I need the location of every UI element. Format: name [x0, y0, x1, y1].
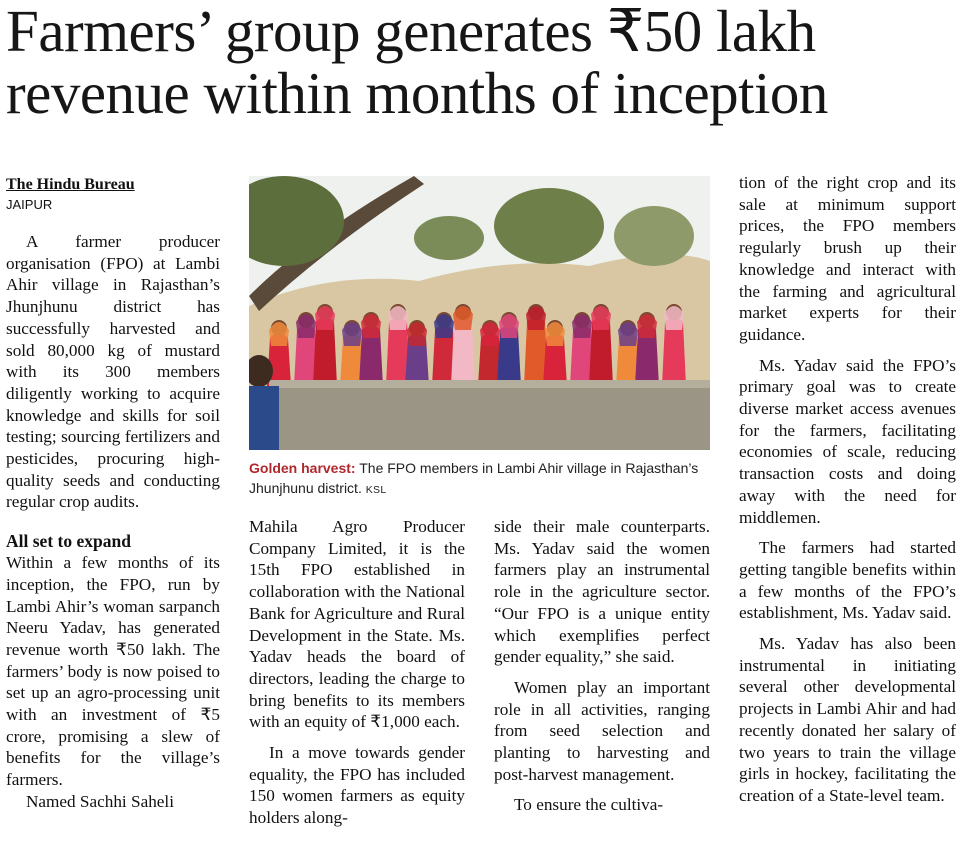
paragraph: Within a few months of its inception, the FPO, run by Lambi Ahir’s woman sarpanch Neeru Yadav, has generated revenue worth ₹50 lakh. The farmers’ body is now poised to set up an agro-processing unit with an investment of ₹5 crore, promising a slew of benefits for the village’s farmers.	[6, 553, 220, 790]
photo-credit: KSL	[365, 484, 387, 496]
dateline: JAIPUR	[6, 197, 53, 212]
news-photo	[249, 176, 710, 450]
photo-illustration	[249, 176, 710, 450]
headline: Farmers’ group generates ₹50 lakh revenue within months of inception	[6, 0, 828, 126]
paragraph: Ms. Yadav said the FPO’s primary goal was to create diverse market access avenues for the farmers, facilitating economies of scale, reducing transaction costs and doing away with the need for middlemen.	[739, 355, 956, 527]
paragraph: Women play an important role in all activities, ranging from seed selection and planting to harvesting and post-harvest management.	[494, 677, 710, 784]
subheading: All set to expand	[6, 531, 131, 552]
paragraph: In a move towards gender equality, the FPO has included 150 women farmers as equity holders along-	[249, 743, 465, 828]
byline[interactable]: The Hindu Bureau	[6, 176, 135, 193]
paragraph: To ensure the cultiva-	[514, 795, 664, 815]
article-column-1	[6, 172, 220, 813]
article-column-2	[249, 516, 465, 829]
photo-caption	[249, 458, 710, 500]
paragraph: tion of the right crop and its sale at minimum support prices, the FPO members regularly brush up their knowledge and interact with the farming and agricultural market experts for their guidance.	[739, 173, 956, 344]
paragraph: Mahila Agro Producer Company Limited, it is the 15th FPO established in collaboration with the National Bank for Agriculture and Rural Development in the State. Ms. Yadav heads the board of directors, leading the charge to bring benefits to its members with an equity of ₹1,000 each.	[249, 517, 465, 732]
paragraph: The farmers had started getting tangible benefits within a few months of the FPO’s establishment, Ms. Yadav said.	[739, 538, 956, 623]
caption-lead: Golden harvest:	[249, 460, 356, 476]
paragraph: side their male counterparts. Ms. Yadav said the women farmers play an instrumental role in the agriculture sector. “Our FPO is a unique entity which exemplifies perfect gender equality,” she said.	[494, 517, 710, 667]
paragraph: A farmer producer organisation (FPO) at Lambi Ahir village in Rajasthan’s Jhunjhunu district has successfully harvested and sold 80,000 kg of mustard with its 300 members diligently working to acquire knowledge and skills for soil testing; sourcing fertilizers and pesticides, procuring high-quality seeds and conducting regular crop audits.	[6, 232, 220, 512]
caption-text: The FPO members in Lambi Ahir village in Rajasthan’s Jhunjhunu district.	[249, 460, 699, 496]
article-column-3	[494, 516, 710, 816]
paragraph: Named Sachhi Saheli	[26, 791, 174, 811]
paragraph: Ms. Yadav has also been instrumental in initiating several other developmental projects in Lambi Ahir and had recently donated her salary of two years to train the village girls in hockey, facilitating the creation of a State-level team.	[739, 634, 956, 805]
article-column-4	[739, 172, 956, 807]
